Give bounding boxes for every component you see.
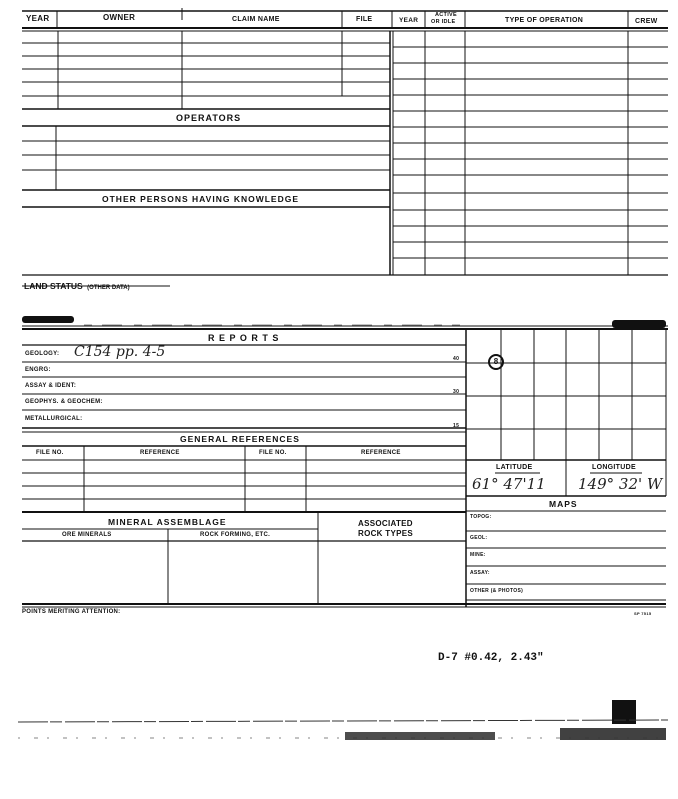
longitude-value: 149° 32' W [578, 475, 663, 493]
header-type-of-operation: TYPE OF OPERATION [505, 17, 584, 24]
latitude-label: LATITUDE [496, 464, 533, 471]
report-row-engrg: ENGRG: [25, 367, 51, 373]
operators-label: OPERATORS [176, 113, 242, 123]
maps-title: MAPS [549, 499, 578, 509]
rock-types-label: ROCK TYPES [358, 529, 414, 538]
header-claim-name: CLAIM NAME [232, 16, 280, 23]
latitude-value: 61° 47'11 [472, 475, 546, 493]
rock-forming-label: ROCK FORMING, ETC. [200, 532, 271, 538]
maps-row-assay: ASSAY: [470, 570, 490, 576]
land-status [24, 276, 130, 294]
ref-header-file-no-2: FILE NO. [259, 450, 287, 456]
report-number-40: 40 [453, 356, 460, 362]
header-active: ACTIVE [435, 12, 457, 18]
other-persons-label: OTHER PERSONS HAVING KNOWLEDGE [102, 194, 300, 204]
grid-marker: 8 [488, 354, 504, 370]
land-status-sub: (OTHER DATA) [87, 285, 130, 291]
mineral-assemblage-title: MINERAL ASSEMBLAGE [108, 517, 227, 527]
maps-row-topog: TOPOG: [470, 514, 492, 520]
header-or-idle: OR IDLE [431, 19, 456, 25]
geology-handwritten: C154 pp. 4-5 [74, 344, 166, 360]
land-status-label: LAND STATUS [24, 281, 83, 291]
associated-label: ASSOCIATED [358, 519, 413, 528]
maps-row-other: OTHER (& PHOTOS) [470, 588, 524, 594]
reports-title: R E P O R T S [208, 333, 280, 343]
header-year-2: YEAR [399, 17, 419, 24]
maps-row-geol: GEOL: [470, 535, 488, 541]
report-row-geology: GEOLOGY: [25, 351, 60, 357]
ref-header-reference-2: REFERENCE [361, 450, 401, 456]
form-number: SP 7515 [634, 611, 652, 616]
report-row-assay: ASSAY & IDENT: [25, 383, 77, 389]
general-references-title: GENERAL REFERENCES [180, 434, 300, 444]
report-number-15: 15 [453, 423, 460, 429]
points-meriting-attention: POINTS MERITING ATTENTION: [22, 609, 121, 615]
header-file: FILE [356, 16, 373, 23]
report-row-metallurgical: METALLURGICAL: [25, 416, 83, 422]
header-crew: CREW [635, 18, 658, 25]
ref-header-reference-1: REFERENCE [140, 450, 180, 456]
maps-row-mine: MINE: [470, 552, 486, 558]
report-number-30: 30 [453, 389, 460, 395]
longitude-label: LONGITUDE [592, 464, 636, 471]
header-owner: OWNER [103, 13, 136, 22]
ref-header-file-no-1: FILE NO. [36, 450, 64, 456]
report-row-geophys: GEOPHYS. & GEOCHEM: [25, 399, 103, 405]
header-year: YEAR [26, 14, 50, 23]
ore-minerals-label: ORE MINERALS [62, 532, 112, 538]
typed-note: D-7 #0.42, 2.43" [438, 652, 544, 664]
